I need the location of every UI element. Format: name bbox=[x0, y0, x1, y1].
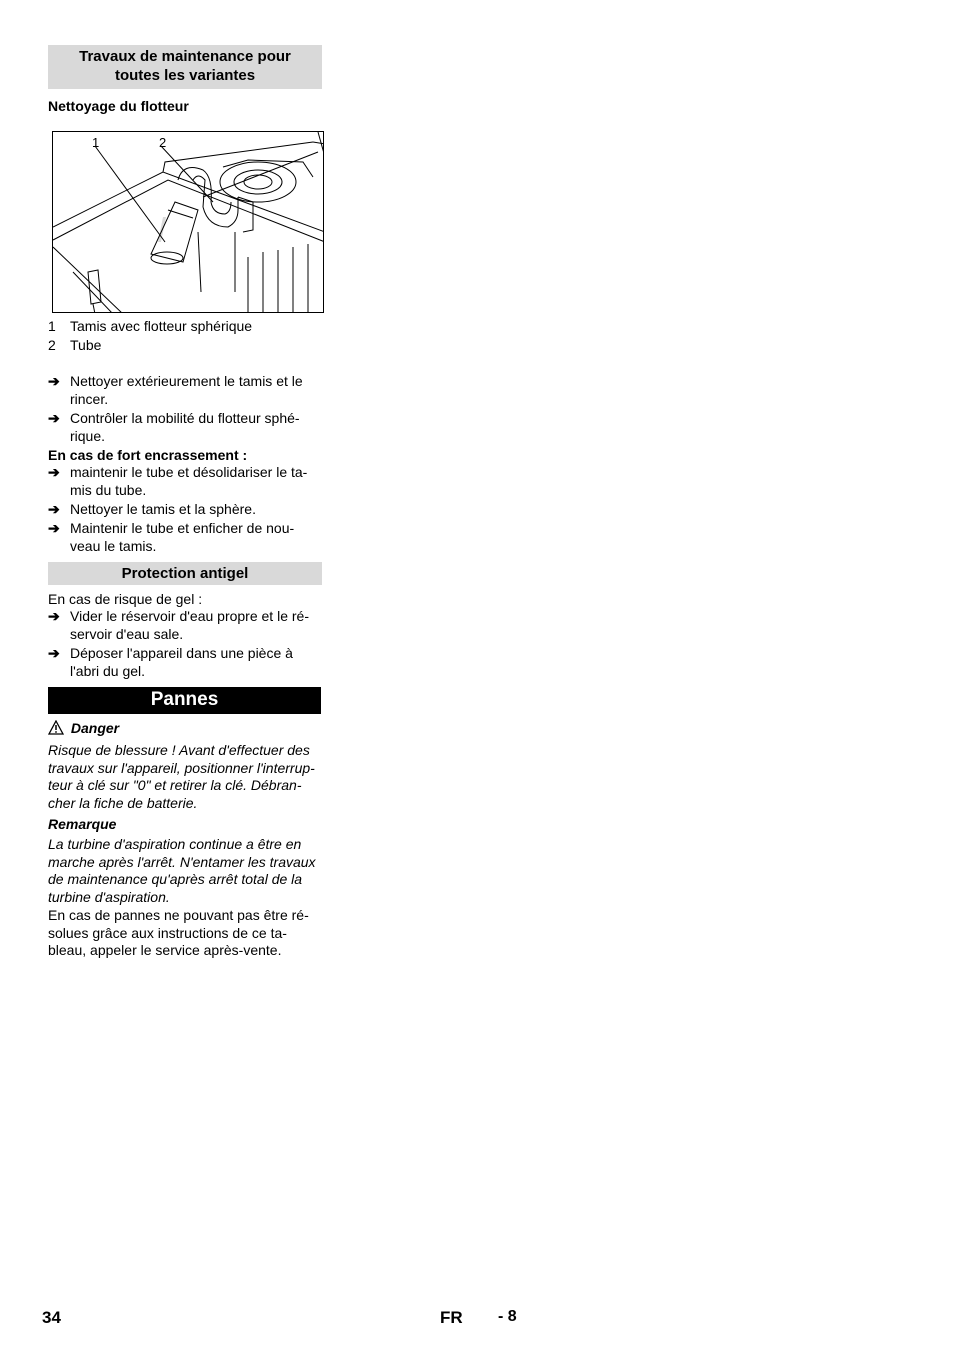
float-cleaning-subheading: Nettoyage du flotteur bbox=[48, 98, 189, 114]
legend-item bbox=[48, 318, 252, 335]
arrow-right-icon: ➔ bbox=[48, 608, 60, 624]
danger-line: teur à clé sur "0" et retirer la clé. Débran- bbox=[48, 777, 302, 793]
danger-text bbox=[48, 742, 322, 812]
float-figure bbox=[52, 131, 324, 313]
step-line: rique. bbox=[70, 427, 106, 444]
danger-label-row bbox=[48, 720, 322, 738]
service-text bbox=[48, 907, 322, 960]
arrow-right-icon: ➔ bbox=[48, 501, 60, 517]
section-page: - 8 bbox=[498, 1308, 517, 1325]
service-line: solues grâce aux instructions de ce ta- bbox=[48, 924, 287, 941]
float-illustration bbox=[53, 132, 324, 313]
legend-number: 2 bbox=[48, 337, 56, 353]
maintenance-heading-line1: Travaux de maintenance pour bbox=[79, 48, 291, 65]
step-line: Vider le réservoir d'eau propre et le ré- bbox=[70, 608, 309, 624]
step-item bbox=[48, 373, 322, 408]
step-item bbox=[48, 645, 322, 680]
frost-intro: En cas de risque de gel : bbox=[48, 591, 203, 607]
warning-triangle-icon bbox=[48, 720, 64, 735]
step-line: l'abri du gel. bbox=[70, 662, 146, 679]
step-line: Contrôler la mobilité du flotteur sphé- bbox=[70, 410, 300, 426]
legend-number: 1 bbox=[48, 318, 56, 334]
step-line: Maintenir le tube et enficher de nou- bbox=[70, 520, 295, 536]
note-line: marche après l'arrêt. N'entamer les travaux bbox=[48, 853, 316, 870]
faults-heading: Pannes bbox=[48, 687, 321, 714]
note-line: La turbine d'aspiration continue a être en bbox=[48, 836, 302, 852]
danger-line: travaux sur l'appareil, positionner l'interrup- bbox=[48, 759, 315, 776]
step-item bbox=[48, 608, 322, 643]
legend-text: Tube bbox=[70, 337, 102, 353]
maintenance-heading bbox=[48, 45, 322, 89]
callout-1: 1 bbox=[92, 135, 100, 150]
callout-2: 2 bbox=[159, 135, 167, 150]
danger-line: Risque de blessure ! Avant d'effectuer des bbox=[48, 742, 310, 758]
step-line: servoir d'eau sale. bbox=[70, 625, 184, 642]
frost-heading: Protection antigel bbox=[48, 562, 322, 585]
step-line: Déposer l'appareil dans une pièce à bbox=[70, 645, 293, 661]
danger-line: cher la fiche de batterie. bbox=[48, 794, 198, 811]
step-line: maintenir le tube et désolidariser le ta- bbox=[70, 464, 308, 480]
step-line: Nettoyer extérieurement le tamis et le bbox=[70, 373, 303, 389]
note-line: turbine d'aspiration. bbox=[48, 888, 170, 905]
danger-label: Danger bbox=[70, 720, 120, 736]
step-line: mis du tube. bbox=[70, 481, 147, 498]
maintenance-heading-line2: toutes les variantes bbox=[114, 67, 256, 84]
page-number: 34 bbox=[42, 1308, 61, 1327]
step-item bbox=[48, 464, 322, 499]
language-code: FR bbox=[440, 1308, 463, 1327]
step-item bbox=[48, 501, 322, 519]
service-line: bleau, appeler le service après-vente. bbox=[48, 942, 282, 958]
legend-item bbox=[48, 337, 101, 354]
note-line: de maintenance qu'après arrêt total de la bbox=[48, 871, 303, 887]
step-line: Nettoyer le tamis et la sphère. bbox=[70, 501, 256, 517]
note-text bbox=[48, 836, 322, 906]
service-line: En cas de pannes ne pouvant pas être ré- bbox=[48, 907, 309, 923]
step-line: rincer. bbox=[70, 390, 109, 407]
step-item bbox=[48, 520, 322, 555]
legend-text: Tamis avec flotteur sphérique bbox=[70, 318, 253, 334]
arrow-right-icon: ➔ bbox=[48, 373, 60, 389]
note-label: Remarque bbox=[48, 816, 117, 832]
arrow-right-icon: ➔ bbox=[48, 410, 60, 426]
arrow-right-icon: ➔ bbox=[48, 520, 60, 536]
heavy-soiling-label: En cas de fort encrassement : bbox=[48, 447, 248, 463]
arrow-right-icon: ➔ bbox=[48, 645, 60, 661]
step-line: veau le tamis. bbox=[70, 537, 157, 554]
arrow-right-icon: ➔ bbox=[48, 464, 60, 480]
step-item bbox=[48, 410, 322, 445]
